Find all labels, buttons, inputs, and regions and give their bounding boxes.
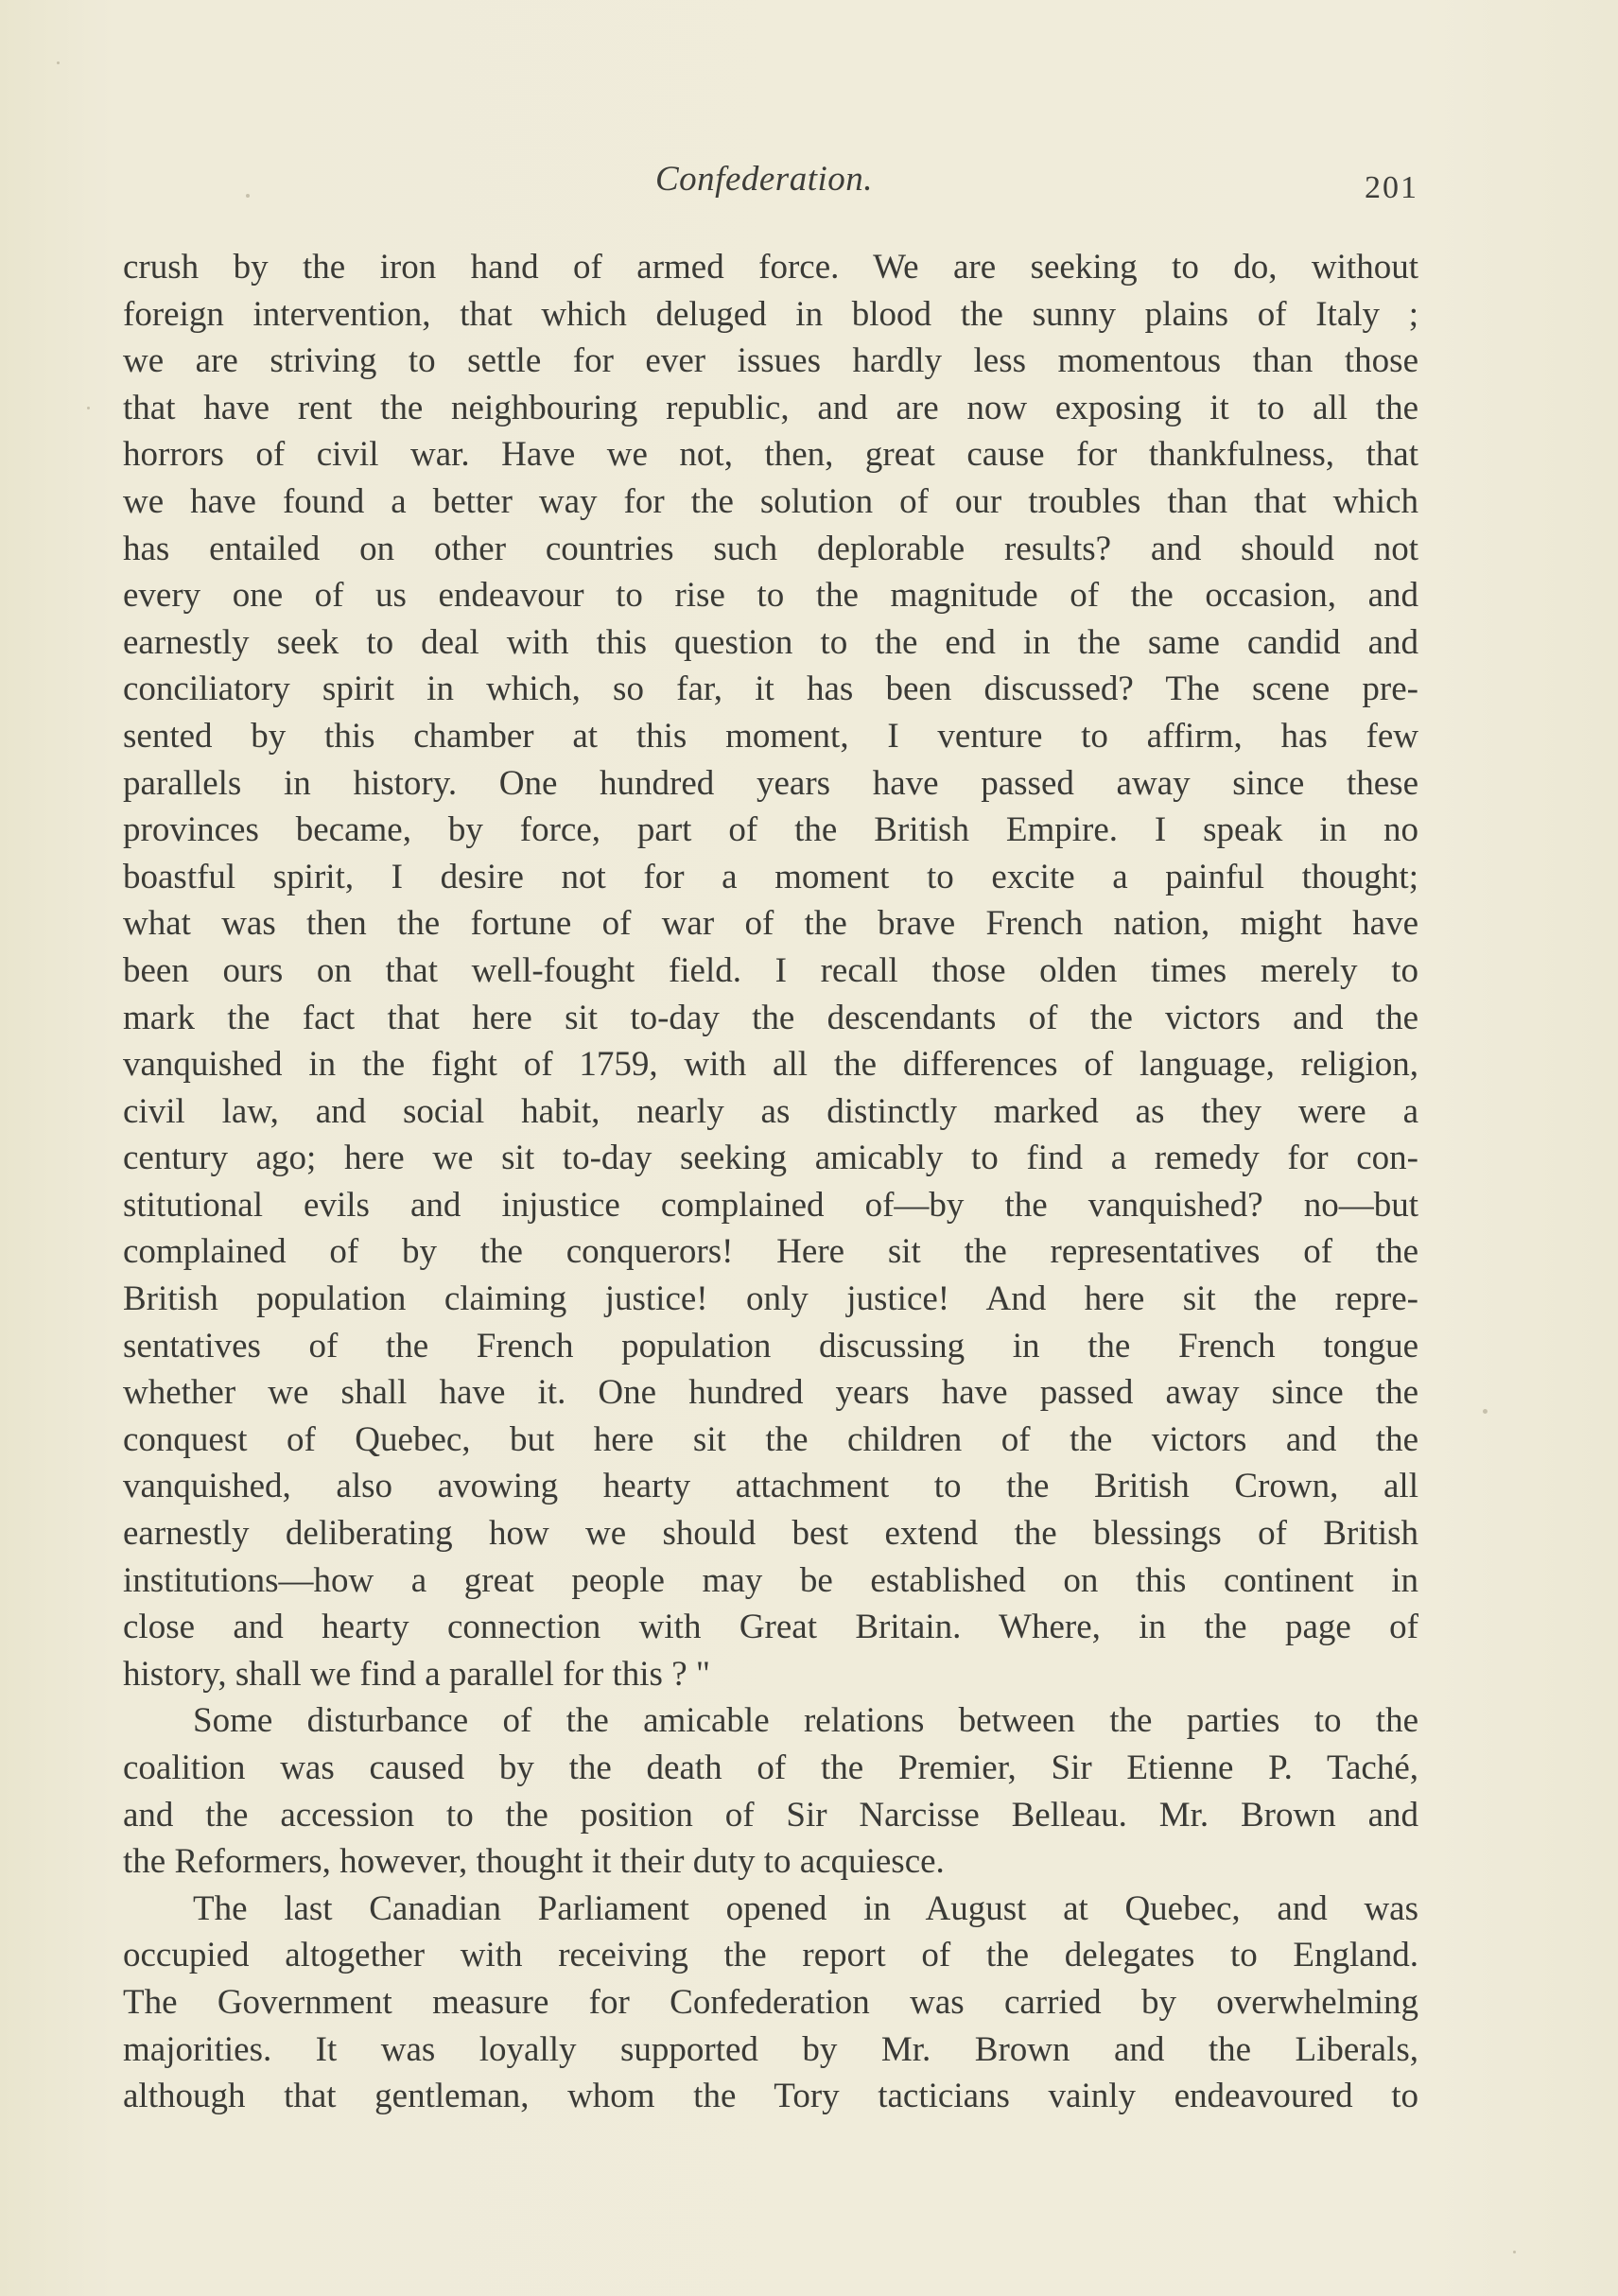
text-line: provinces became, by force, part of the British Empire. I speak in no bbox=[123, 810, 1418, 850]
text-line: what was then the fortune of war of the brave French nation, might have bbox=[123, 904, 1418, 944]
body-text bbox=[123, 244, 1418, 2120]
text-line: parallels in history. One hundred years have passed away since these bbox=[123, 763, 1418, 803]
text-line: The Government measure for Confederation was carried by overwhelming bbox=[123, 1982, 1418, 2022]
text-line: stitutional evils and injustice complained of—by the vanquished? no—but bbox=[123, 1185, 1418, 1225]
text-line: earnestly seek to deal with this question to the end in the same candid and bbox=[123, 622, 1418, 662]
paper-speck bbox=[87, 407, 90, 409]
text-line: has entailed on other countries such deplorable results? and should not bbox=[123, 529, 1418, 568]
text-line: been ours on that well-fought field. I recall those olden times merely to bbox=[123, 950, 1418, 990]
text-line: conciliatory spirit in which, so far, it has been discussed? The scene pre- bbox=[123, 670, 1418, 709]
text-line: we are striving to settle for ever issues hardly less momentous than those bbox=[123, 341, 1418, 381]
text-line: foreign intervention, that which deluged in blood the sunny plains of Italy ; bbox=[123, 294, 1418, 334]
text-line: the Reformers, however, thought it their duty to acquiesce. bbox=[123, 1842, 945, 1882]
text-line: institutions—how a great people may be established on this continent in bbox=[123, 1560, 1418, 1600]
text-line: and the accession to the position of Sir Narcisse Belleau. Mr. Brown and bbox=[123, 1795, 1418, 1835]
text-line: although that gentleman, whom the Tory tacticians vainly endeavoured to bbox=[123, 2077, 1418, 2116]
paragraph-start-line: Some disturbance of the amicable relations between the parties to the bbox=[193, 1701, 1418, 1741]
text-line: every one of us endeavour to rise to the magnitude of the occasion, and bbox=[123, 576, 1418, 616]
text-line: mark the fact that here sit to-day the descendants of the victors and the bbox=[123, 998, 1418, 1037]
paper-speck bbox=[1483, 1409, 1488, 1414]
text-line: majorities. It was loyally supported by Mr. Brown and the Liberals, bbox=[123, 2029, 1418, 2069]
text-line: whether we shall have it. One hundred years have passed away since the bbox=[123, 1373, 1418, 1413]
text-line: century ago; here we sit to-day seeking amicably to find a remedy for con- bbox=[123, 1139, 1418, 1178]
text-line: history, shall we find a parallel for this ? " bbox=[123, 1654, 710, 1694]
page-number: 201 bbox=[1365, 170, 1418, 205]
running-title: Confederation. bbox=[655, 160, 874, 199]
text-line: crush by the iron hand of armed force. We are seeking to do, without bbox=[123, 248, 1418, 287]
paper-speck bbox=[57, 61, 60, 64]
text-line: that have rent the neighbouring republic, and are now exposing it to all the bbox=[123, 388, 1418, 427]
text-line: close and hearty connection with Great Britain. Where, in the page of bbox=[123, 1608, 1418, 1647]
text-line: British population claiming justice! only justice! And here sit the repre- bbox=[123, 1279, 1418, 1319]
text-line: coalition was caused by the death of the Premier, Sir Etienne P. Taché, bbox=[123, 1748, 1418, 1787]
text-line: sentatives of the French population discussing in the French tongue bbox=[123, 1326, 1418, 1365]
text-line: conquest of Quebec, but here sit the children of the victors and the bbox=[123, 1419, 1418, 1459]
text-line: vanquished in the fight of 1759, with all the differences of language, religion, bbox=[123, 1045, 1418, 1085]
paper-speck bbox=[246, 194, 250, 198]
text-line: sented by this chamber at this moment, I venture to affirm, has few bbox=[123, 716, 1418, 756]
text-line: boastful spirit, I desire not for a moment to excite a painful thought; bbox=[123, 857, 1418, 896]
running-header bbox=[123, 159, 1418, 206]
text-line: earnestly deliberating how we should best extend the blessings of British bbox=[123, 1514, 1418, 1554]
text-line: we have found a better way for the solution of our troubles than that which bbox=[123, 481, 1418, 521]
text-line: horrors of civil war. Have we not, then, great cause for thankfulness, that bbox=[123, 435, 1418, 475]
paragraph-start-line: The last Canadian Parliament opened in August at Quebec, and was bbox=[193, 1888, 1418, 1928]
text-line: occupied altogether with receiving the report of the delegates to England. bbox=[123, 1936, 1418, 1975]
text-line: complained of by the conquerors! Here sit the representatives of the bbox=[123, 1232, 1418, 1272]
text-line: civil law, and social habit, nearly as distinctly marked as they were a bbox=[123, 1091, 1418, 1131]
text-line: vanquished, also avowing hearty attachment to the British Crown, all bbox=[123, 1467, 1418, 1506]
paper-speck bbox=[1513, 2251, 1516, 2253]
